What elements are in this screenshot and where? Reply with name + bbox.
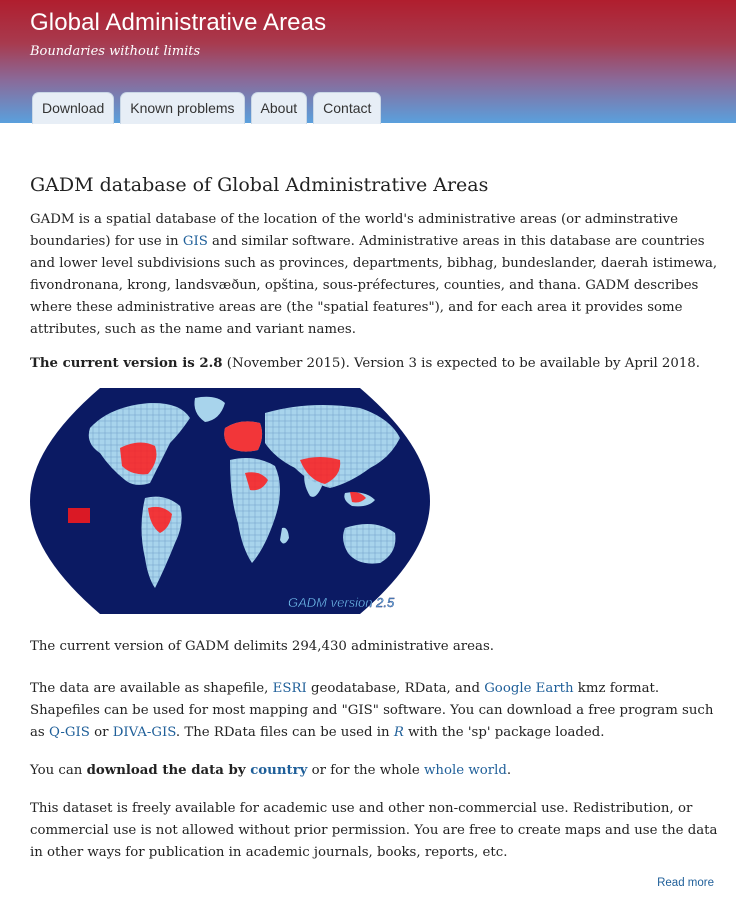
formats-text-1: The data are available as shapefile,: [30, 681, 273, 696]
site-tagline: Boundaries without limits: [30, 44, 201, 59]
download-text-3: .: [506, 763, 512, 778]
tab-known-problems[interactable]: Known problems: [120, 92, 244, 124]
whole-world-link[interactable]: whole world: [424, 763, 507, 778]
license-paragraph: This dataset is freely available for academic use and other non-commercial use. Redistribution, or commercial use is not allowed without prior permission. You are free to create maps and use the data in other ways for publication in academic journals, books, reports, etc.: [30, 801, 718, 860]
version-paragraph: [30, 353, 720, 375]
esri-link[interactable]: ESRI: [272, 681, 307, 696]
map-caption: GADM version 2.5: [288, 595, 395, 610]
intro-paragraph: [30, 209, 720, 341]
tab-about[interactable]: About: [251, 92, 308, 124]
divagis-link[interactable]: DIVA-GIS: [112, 725, 176, 740]
world-map-image: [30, 388, 430, 614]
tab-contact[interactable]: Contact: [313, 92, 381, 124]
formats-paragraph: [30, 678, 720, 744]
site-title[interactable]: Global Administrative Areas: [30, 9, 327, 36]
current-version-label: The current version is 2.8: [30, 356, 223, 371]
download-text-1: You can: [30, 763, 87, 778]
country-link[interactable]: country: [250, 763, 308, 778]
intro-text-2: and similar software. Administrative areas in this database are countries and lower level subdivisions such as provinces, departments, bibhag, bundeslander, daerah istimewa, fivondronana, krong, landsvæðun, opština, sous-préfectures, counties, and thana. GADM describes where these administrative areas are (the "spatial features"), and for each area it provides some attributes, such as the name and variant names.: [30, 234, 718, 337]
google-earth-link[interactable]: Google Earth: [484, 681, 574, 696]
formats-text-2: geodatabase, RData, and: [306, 681, 485, 696]
formats-text-6: with the 'sp' package loaded.: [403, 725, 605, 740]
gis-link[interactable]: GIS: [182, 234, 208, 249]
download-bold-text: download the data by: [86, 763, 251, 778]
area-count-paragraph: The current version of GADM delimits 294,430 administrative areas.: [30, 639, 495, 654]
site-header: [0, 0, 736, 123]
main-nav: [32, 92, 381, 124]
page-title: GADM database of Global Administrative Areas: [30, 174, 489, 196]
r-link[interactable]: R: [393, 725, 404, 740]
download-paragraph: [30, 760, 720, 782]
main-content: [30, 174, 720, 864]
tab-download[interactable]: Download: [32, 92, 114, 124]
formats-text-4: or: [89, 725, 113, 740]
qgis-link[interactable]: Q-GIS: [48, 725, 90, 740]
formats-text-5: . The RData files can be used in: [175, 725, 394, 740]
read-more-link[interactable]: Read more: [657, 877, 714, 889]
download-text-2: or for the whole: [307, 763, 425, 778]
intro-text-1: GADM is a spatial database of the location of the world's administrative areas (or adminstrative boundaries) for use in: [30, 212, 679, 249]
version-text: (November 2015). Version 3 is expected to be available by April 2018.: [222, 356, 700, 371]
formats-text-3: kmz format. Shapefiles can be used for most mapping and "GIS" software. You can download a free program such as: [30, 681, 714, 740]
